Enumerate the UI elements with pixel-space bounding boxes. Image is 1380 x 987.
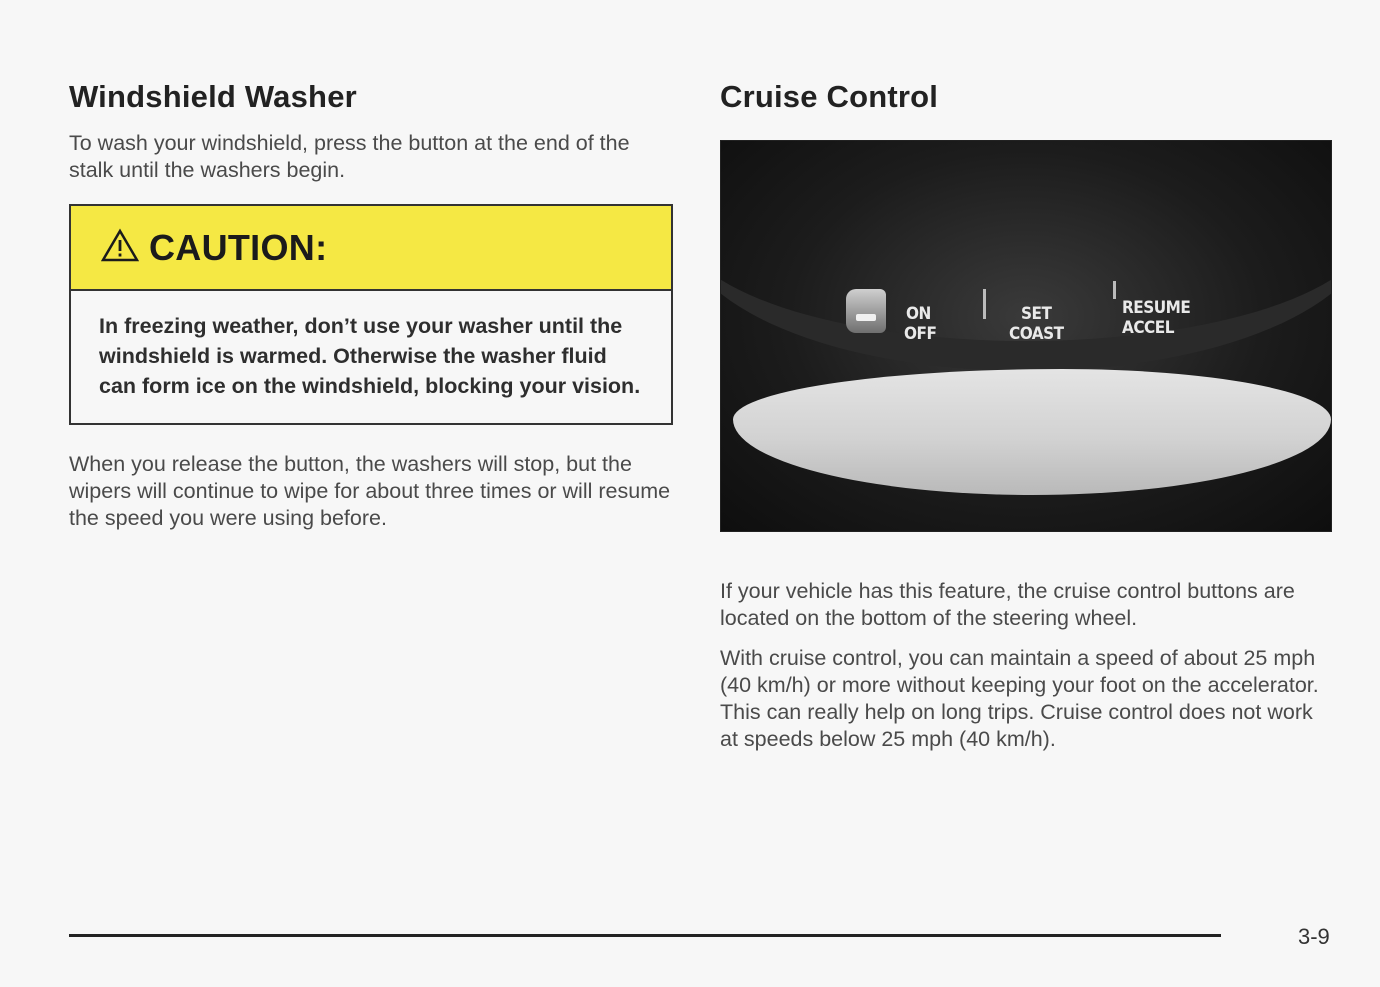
washer-intro-paragraph: To wash your windshield, press the button at the end of the stalk until the washers begin. [69, 131, 630, 182]
label-coast: COAST [1009, 324, 1064, 344]
label-resume: RESUME [1122, 298, 1191, 318]
washer-release-paragraph: When you release the button, the washers will stop, but the wipers will continue to wipe for about three times or will resume the speed you were using before. [69, 452, 671, 530]
cruise-control-buttons-photo [720, 140, 1332, 532]
section-title-windshield-washer: Windshield Washer [69, 79, 357, 114]
caution-title: CAUTION: [149, 226, 328, 268]
warning-triangle-icon [101, 228, 149, 267]
right-column [720, 78, 1332, 753]
section-title-cruise-control: Cruise Control [720, 79, 939, 114]
cruise-location-paragraph: If your vehicle has this feature, the cruise control buttons are located on the bottom of the steering wheel. [720, 579, 1295, 630]
cruise-description-paragraph: With cruise control, you can maintain a speed of about 25 mph (40 km/h) or more without keeping your foot on the accelerator. This can really help on long trips. Cruise control does not work at speeds below 25 mph (40 km/h). [720, 646, 1319, 751]
left-column [69, 78, 675, 532]
label-accel: ACCEL [1122, 318, 1174, 338]
footer-rule [69, 934, 1221, 937]
page-number: 3-9 [1298, 924, 1330, 949]
label-set: SET [1021, 304, 1052, 324]
divider-mark [983, 289, 986, 319]
caution-text: In freezing weather, don’t use your washer until the windshield is warmed. Otherwise the washer fluid can form ice on the windshield, blocking your vision. [99, 314, 641, 398]
steering-wheel-pad [733, 369, 1331, 495]
caution-box [69, 204, 673, 425]
caution-header [71, 206, 671, 291]
divider-mark [1113, 281, 1116, 299]
label-on: ON [906, 304, 931, 324]
on-off-switch [846, 289, 886, 333]
label-off: OFF [904, 324, 937, 344]
